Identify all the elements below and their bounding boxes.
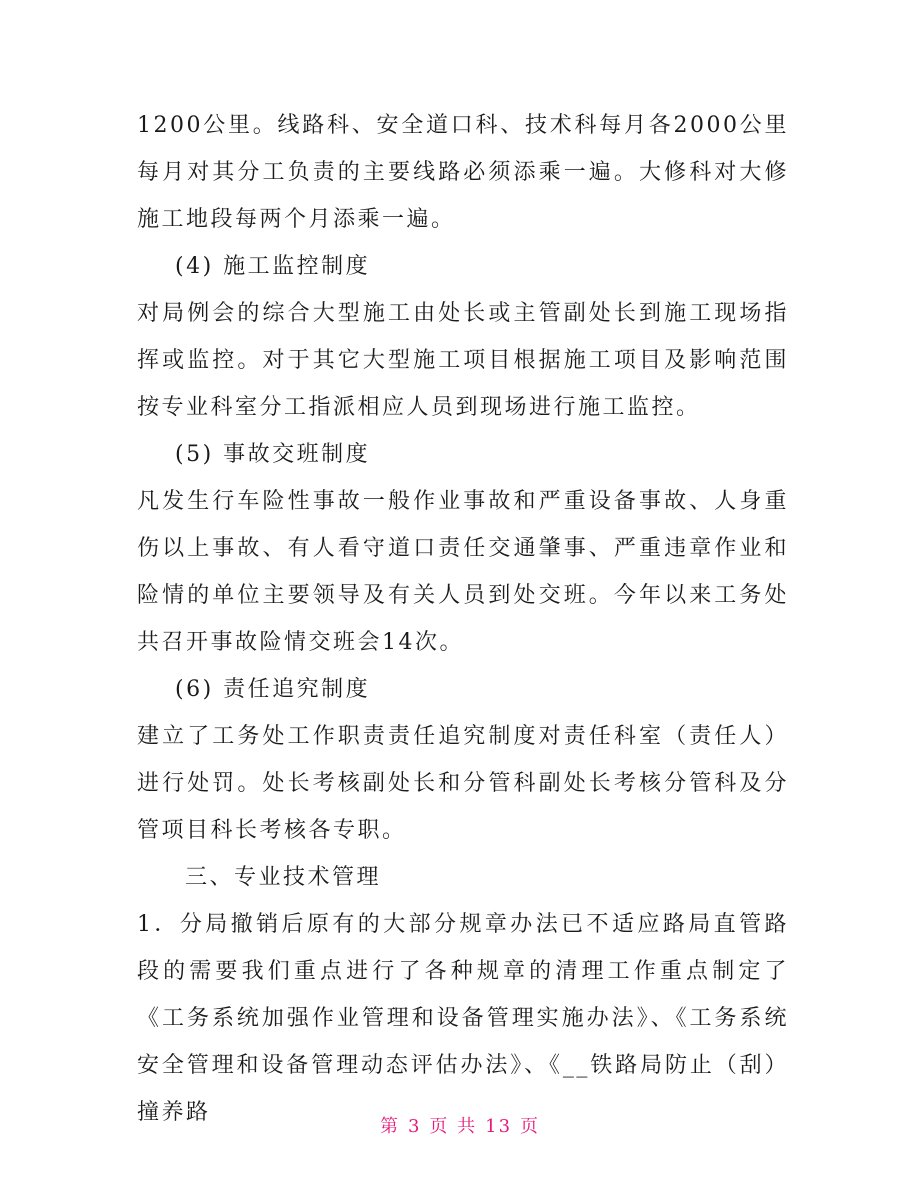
page-footer	[0, 1112, 920, 1138]
footer-page-number: 3	[407, 1116, 422, 1137]
heading-accountability: (6) 责任追究制度	[175, 677, 371, 702]
paragraph-accountability: 建立了工务处工作职责责任追究制度对责任科室（责任人）进行处罚。处长考核副处长和分管科副处长考核分管科及分管项目科长考核各专职。	[137, 724, 789, 843]
footer-total-pages: 13	[485, 1116, 513, 1137]
document-body	[137, 102, 789, 1136]
heading-construction-monitoring: (4) 施工监控制度	[175, 254, 371, 279]
footer-mid: 页 共	[429, 1116, 478, 1137]
paragraph-regulations-cleanup: 1．分局撤销后原有的大部分规章办法已不适应路局直管路段的需要我们重点进行了各种规章的清理工作重点制定了《工务系统加强作业管理和设备管理实施办法》、《工务系统安全管理和设备管理动态评估办法》、《__铁路局防止（刮）撞养路	[137, 912, 789, 1125]
footer-suffix: 页	[520, 1116, 541, 1137]
heading-accident-handover: (5) 事故交班制度	[175, 442, 371, 467]
footer-prefix: 第	[379, 1116, 400, 1137]
paragraph-construction-monitoring: 对局例会的综合大型施工由处长或主管副处长到施工现场指挥或监控。对于其它大型施工项目根据施工项目及影响范围按专业科室分工指派相应人员到现场进行施工监控。	[137, 301, 789, 420]
paragraph-accident-handover: 凡发生行车险性事故一般作业事故和严重设备事故、人身重伤以上事故、有人看守道口责任交通肇事、严重违章作业和险情的单位主要领导及有关人员到处交班。今年以来工务处共召开事故险情交班会14次。	[137, 489, 789, 655]
section-title-technical-management: 三、专业技术管理	[185, 865, 382, 890]
paragraph-inspection-mileage: 1200公里。线路科、安全道口科、技术科每月各2000公里每月对其分工负责的主要线路必须添乘一遍。大修科对大修施工地段每两个月添乘一遍。	[137, 113, 789, 232]
